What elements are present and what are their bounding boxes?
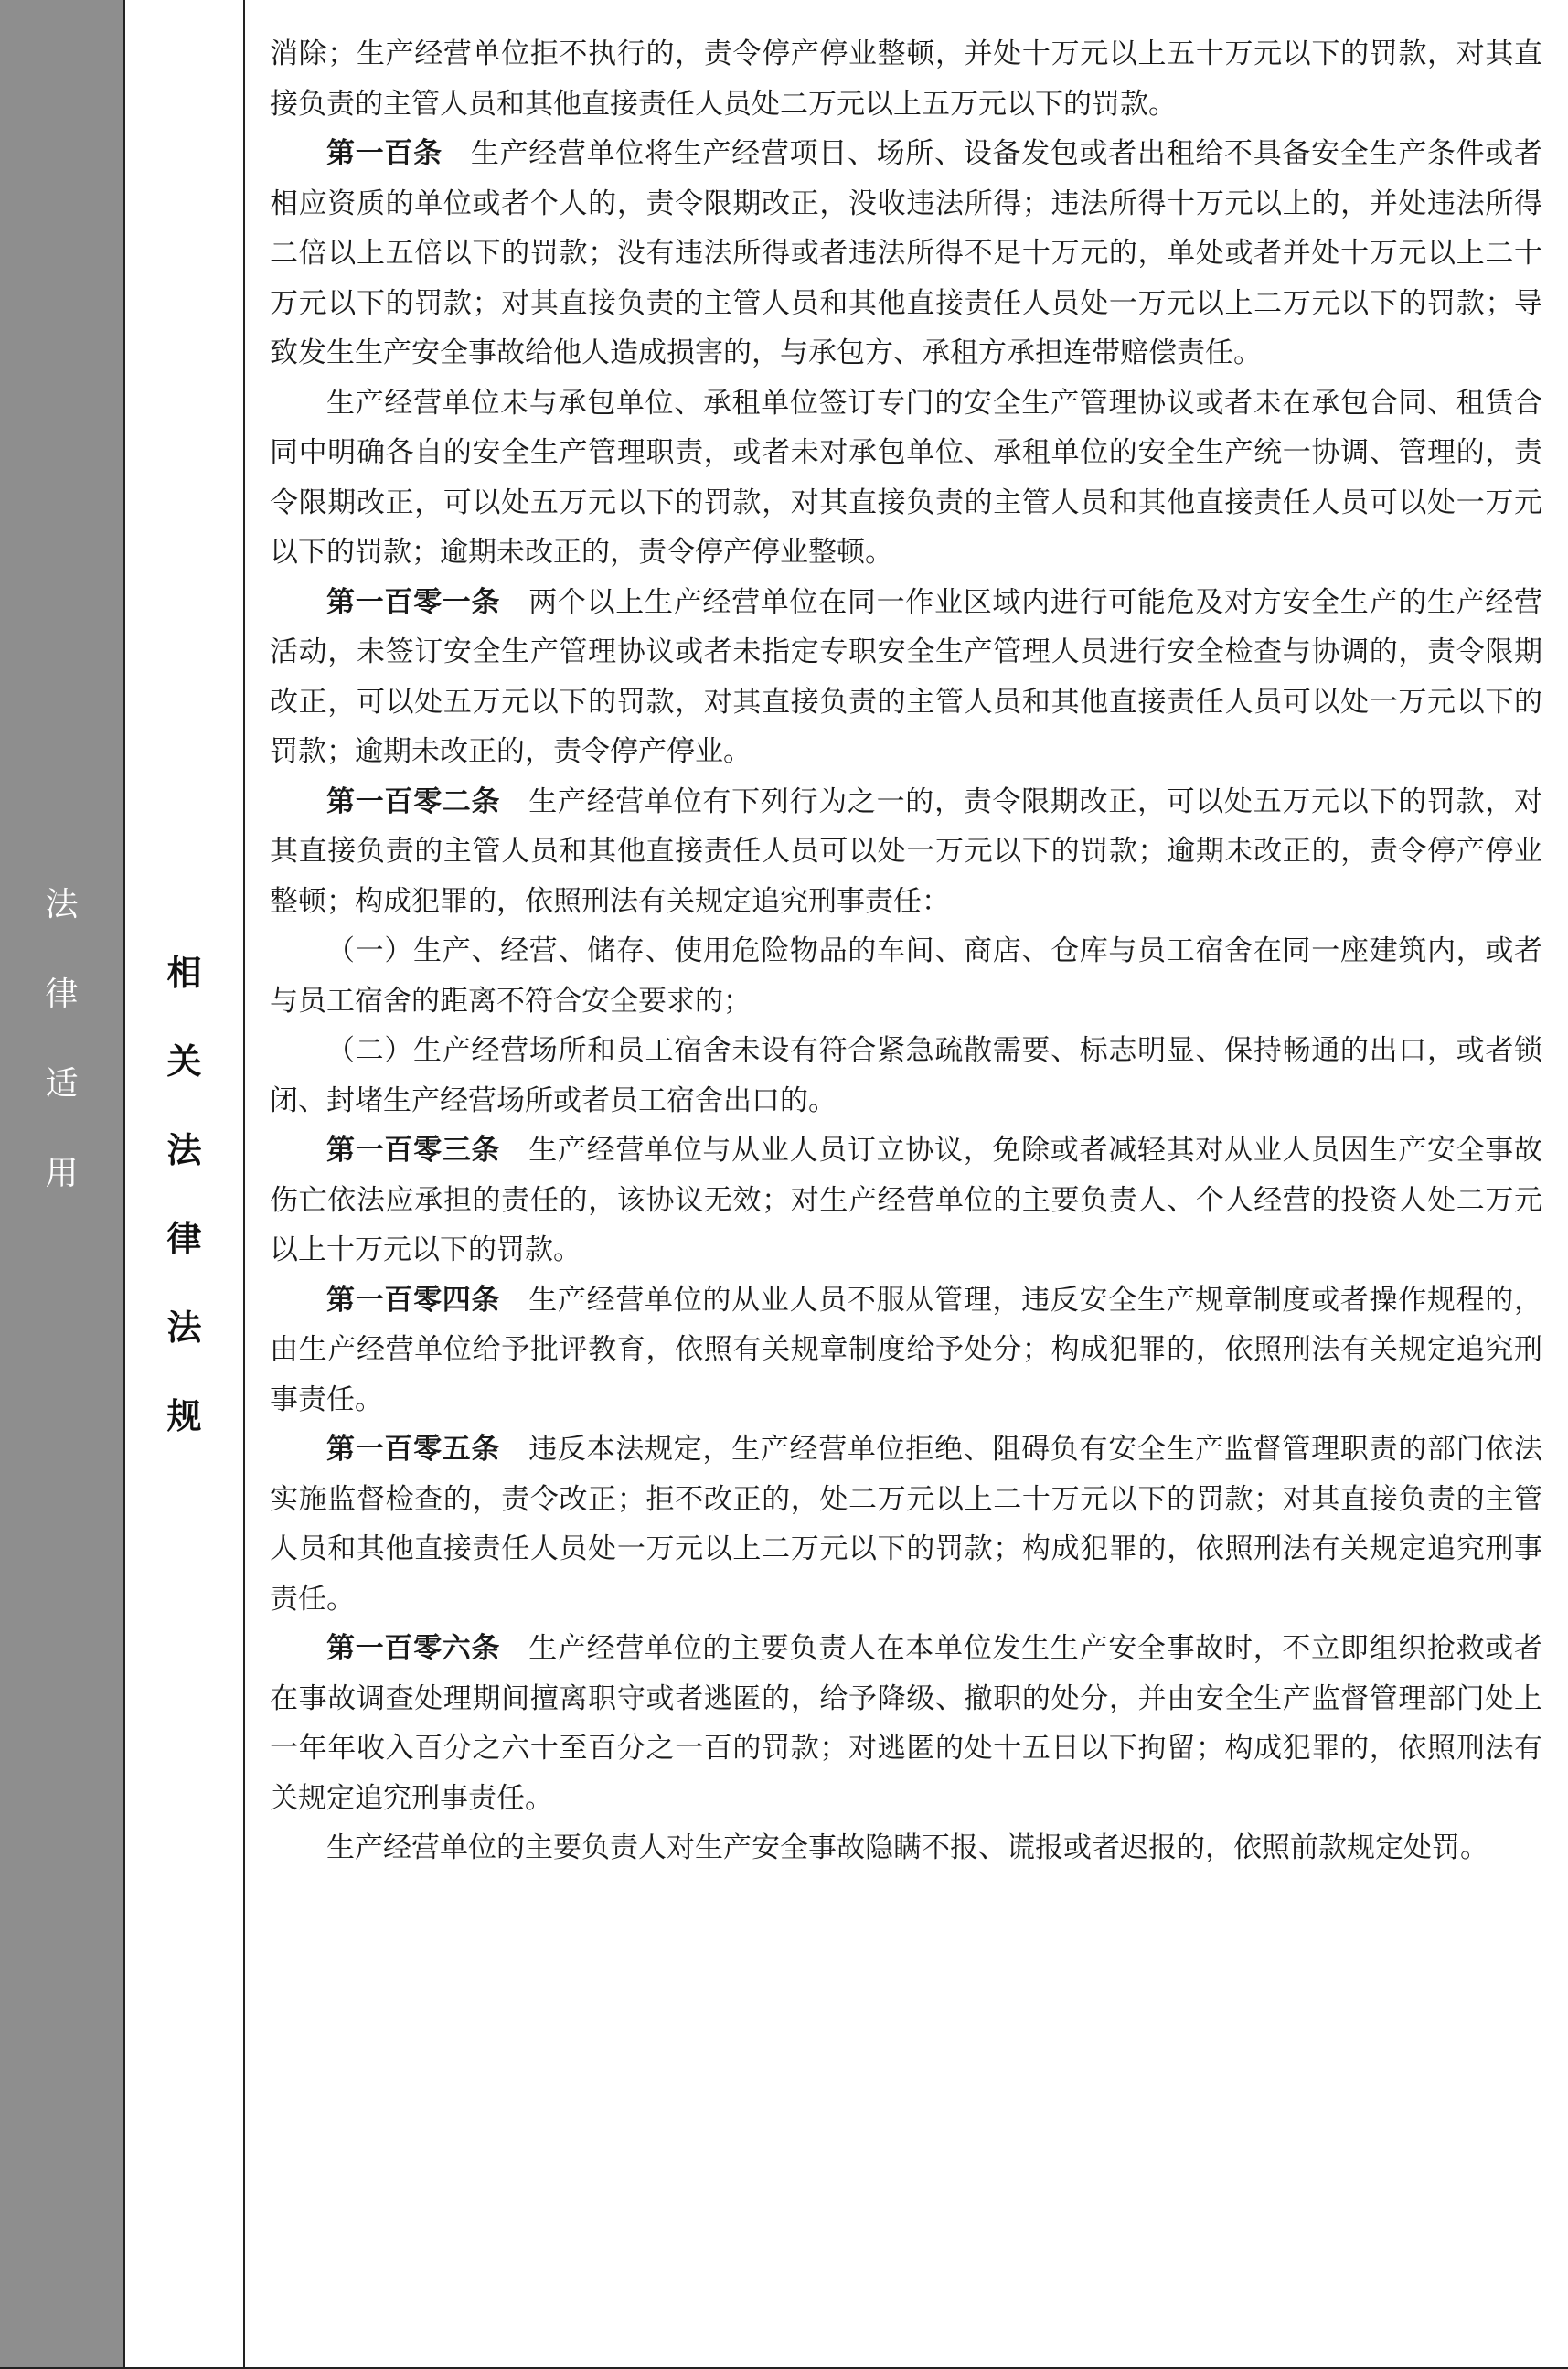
paragraph-text: 生产经营单位的主要负责人对生产安全事故隐瞒不报、谎报或者迟报的，依照前款规定处罚。: [326, 1831, 1488, 1864]
paragraph-text: 生产经营单位的主要负责人在本单位发生生产安全事故时，不立即组织抢救或者在事故调查处理期间擅离职守或者逃匿的，给予降级、撤职的处分，并由安全生产监督管理部门处上一年年收入百分之六十至百分之一百的罚款；对逃匿的处十五日以下拘留；构成犯罪的，依照刑法有关规定追究刑事责任。: [270, 1632, 1542, 1815]
article-number: 第一百条: [326, 137, 443, 170]
article-number: 第一百零六条: [326, 1632, 501, 1665]
article-number: 第一百零一条: [326, 585, 501, 619]
law-paragraph: [270, 777, 1542, 927]
paragraph-text: 生产经营单位与从业人员订立协议，免除或者减轻其对从业人员因生产安全事故伤亡依法应承担的责任的，该协议无效；对生产经营单位的主要负责人、个人经营的投资人处二万元以上十万元以下的罚款。: [270, 1134, 1542, 1266]
law-paragraph: [270, 379, 1542, 578]
article-number: 第一百零四条: [326, 1283, 501, 1317]
paragraph-text: 两个以上生产经营单位在同一作业区域内进行可能危及对方安全生产的生产经营活动，未签订安全生产管理协议或者未指定专职安全生产管理人员进行安全检查与协调的，责令限期改正，可以处五万元以下的罚款，对其直接负责的主管人员和其他直接责任人员可以处一万元以下的罚款；逾期未改正的，责令停产停业。: [270, 585, 1542, 768]
law-paragraph: [270, 926, 1542, 1026]
subcategory-char: 法: [166, 1130, 202, 1170]
subcategory-column: [125, 0, 245, 2369]
subcategory-label: [125, 955, 243, 1487]
category-label: [0, 887, 123, 1245]
law-paragraph: [270, 1624, 1542, 1823]
paragraph-text: （二）生产经营场所和员工宿舍未设有符合紧急疏散需要、标志明显、保持畅通的出口，或者锁闭、封堵生产经营场所或者员工宿舍出口的。: [270, 1034, 1542, 1117]
law-paragraph: [270, 1823, 1542, 1873]
law-paragraph: [270, 129, 1542, 379]
paragraph-text: （一）生产、经营、储存、使用危险物品的车间、商店、仓库与员工宿舍在同一座建筑内，或者与员工宿舍的距离不符合安全要求的；: [270, 934, 1542, 1018]
paragraph-text: 生产经营单位有下列行为之一的，责令限期改正，可以处五万元以下的罚款，对其直接负责的主管人员和其他直接责任人员可以处一万元以下的罚款；逾期未改正的，责令停产停业整顿；构成犯罪的，依照刑法有关规定追究刑事责任：: [270, 784, 1542, 918]
article-number: 第一百零二条: [326, 784, 501, 818]
paragraph-text: 消除；生产经营单位拒不执行的，责令停产停业整顿，并处十万元以上五十万元以下的罚款，对其直接负责的主管人员和其他直接责任人员处二万元以上五万元以下的罚款。: [270, 37, 1542, 121]
category-char: 法: [45, 886, 79, 923]
subcategory-char: 关: [166, 1041, 202, 1082]
paragraph-text: 生产经营单位的从业人员不服从管理，违反安全生产规章制度或者操作规程的，由生产经营单位给予批评教育，依照有关规章制度给予处分；构成犯罪的，依照刑法有关规定追究刑事责任。: [270, 1283, 1542, 1416]
law-paragraph: [270, 1275, 1542, 1425]
paragraph-text: 生产经营单位未与承包单位、承租单位签订专门的安全生产管理协议或者未在承包合同、租赁合同中明确各自的安全生产管理职责，或者未对承包单位、承租单位的安全生产统一协调、管理的，责令限期改正，可以处五万元以下的罚款，对其直接负责的主管人员和其他直接责任人员可以处一万元以下的罚款；逾期未改正的，责令停产停业整顿。: [270, 386, 1542, 569]
law-paragraph: [270, 1425, 1542, 1624]
subcategory-char: 相: [166, 953, 202, 993]
article-number: 第一百零五条: [326, 1433, 501, 1466]
law-paragraph: [270, 29, 1542, 129]
article-number: 第一百零三条: [326, 1134, 501, 1167]
law-paragraph: [270, 578, 1542, 777]
law-paragraph: [270, 1026, 1542, 1126]
category-char: 用: [45, 1155, 79, 1192]
category-char: 律: [45, 976, 79, 1013]
subcategory-char: 律: [166, 1219, 202, 1259]
category-column: [0, 0, 125, 2369]
paragraph-text: 生产经营单位将生产经营项目、场所、设备发包或者出租给不具备安全生产条件或者相应资质的单位或者个人的，责令限期改正，没收违法所得；违法所得十万元以上的，并处违法所得二倍以上五倍以下的罚款；没有违法所得或者违法所得不足十万元的，单处或者并处十万元以上二十万元以下的罚款；对其直接负责的主管人员和其他直接责任人员处一万元以上二万元以下的罚款；导致发生生产安全事故给他人造成损害的，与承包方、承租方承担连带赔偿责任。: [270, 137, 1543, 369]
subcategory-char: 规: [166, 1396, 202, 1436]
law-text-body: [245, 0, 1568, 2369]
subcategory-char: 法: [166, 1307, 202, 1348]
law-paragraph: [270, 1126, 1542, 1275]
paragraph-text: 违反本法规定，生产经营单位拒绝、阻碍负有安全生产监督管理职责的部门依法实施监督检查的，责令改正；拒不改正的，处二万元以上二十万元以下的罚款；对其直接负责的主管人员和其他直接责任人员处一万元以上二万元以下的罚款；构成犯罪的，依照刑法有关规定追究刑事责任。: [270, 1433, 1542, 1616]
category-char: 适: [45, 1065, 79, 1103]
